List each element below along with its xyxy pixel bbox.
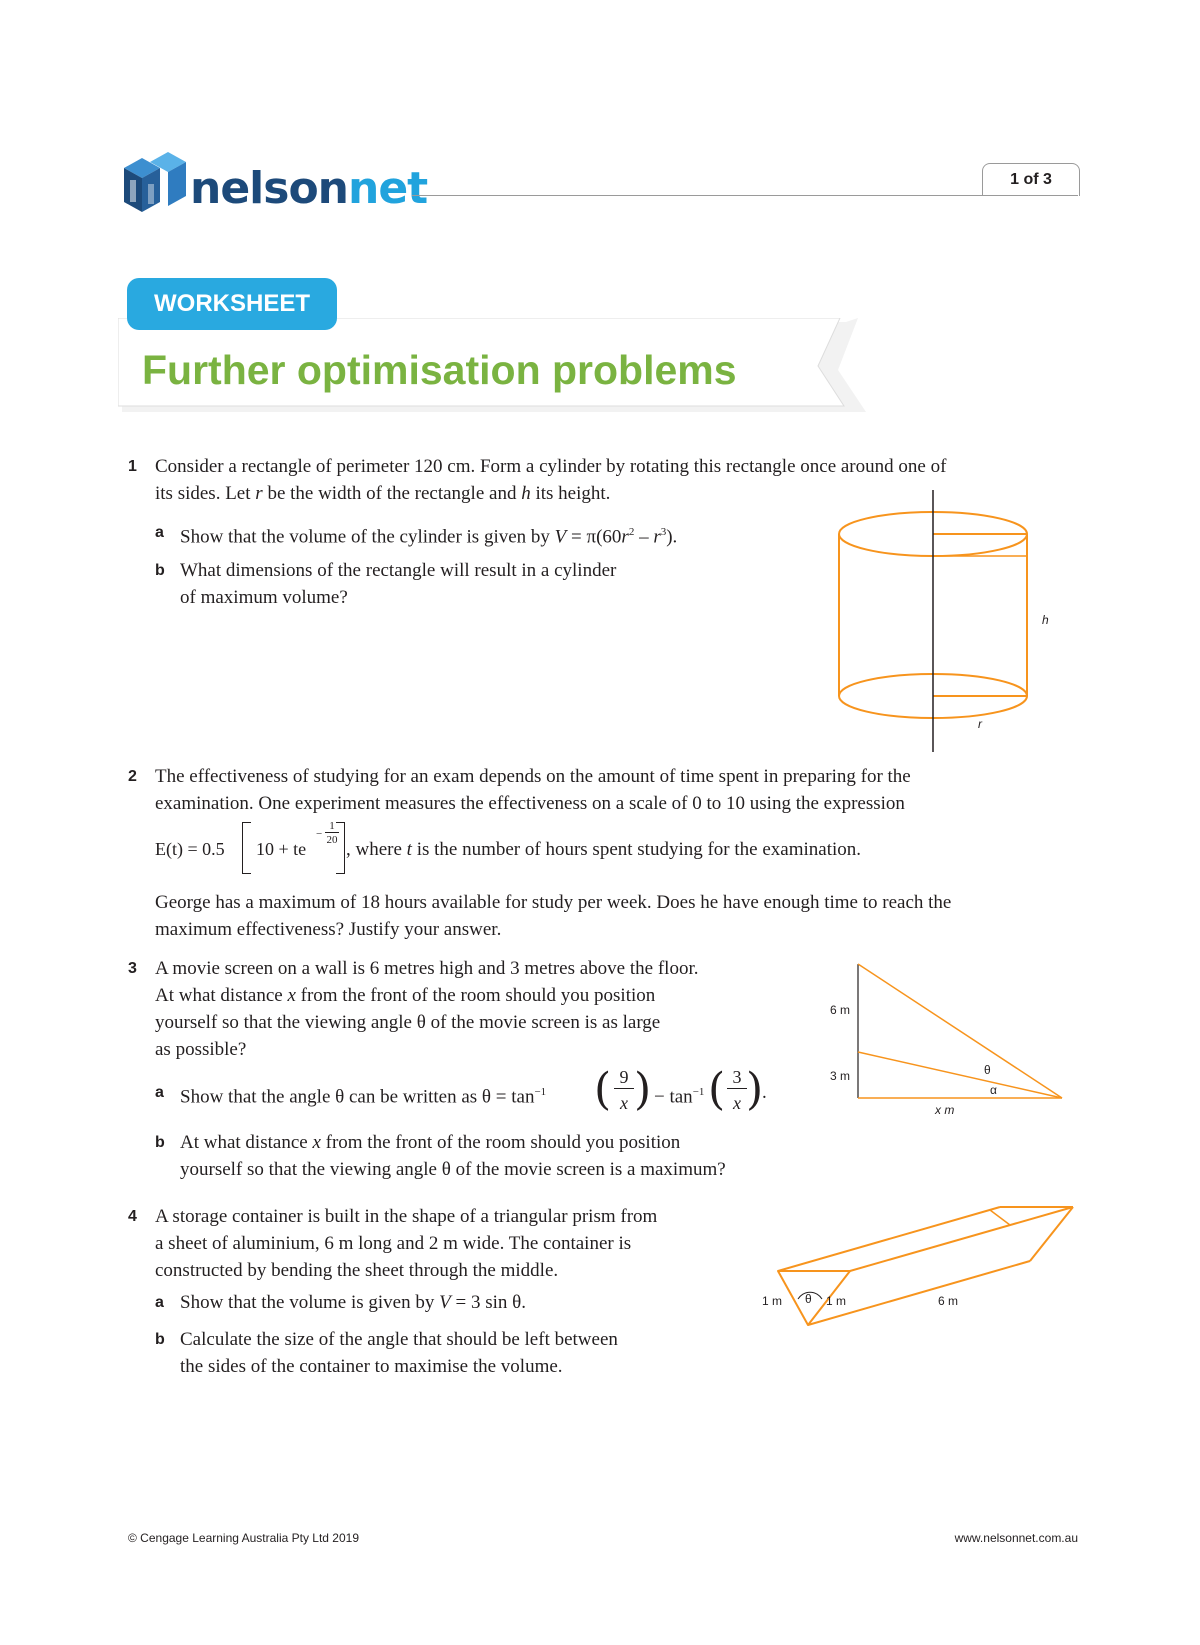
- q2-line1: The effectiveness of studying for an exam depends on the amount of time spent in preparing for the: [155, 766, 911, 787]
- q2-line3-pre: , where: [346, 839, 407, 860]
- q1-number: 1: [128, 458, 137, 475]
- q1a-sup1: 2: [628, 526, 635, 538]
- q3a-text: [180, 1079, 546, 1110]
- worksheet-badge: WORKSHEET: [127, 278, 337, 330]
- q2-number: 2: [128, 768, 137, 785]
- q1a-var-r1: r: [621, 526, 629, 548]
- prism-label-1m-right: 1 m: [826, 1294, 847, 1308]
- q2-line3: [346, 836, 861, 863]
- movie-label-xm: x m: [935, 1103, 955, 1117]
- q2-line2: examination. One experiment measures the effectiveness on a scale of 0 to 10 using the expression: [155, 793, 905, 814]
- q3-line2: [155, 982, 655, 1009]
- q1a-var-V: V: [554, 526, 567, 548]
- q2-formula-lhs: E(t) = 0.5: [155, 839, 225, 859]
- footer-url[interactable]: www.nelsonnet.com.au: [954, 1531, 1078, 1545]
- cylinder-label-r: r: [978, 717, 982, 731]
- q4-line1: A storage container is built in the shape of a triangular prism from: [155, 1206, 658, 1227]
- movie-screen-diagram: [820, 950, 1070, 1120]
- q3-var-x: x: [287, 985, 296, 1006]
- q1-line1: Consider a rectangle of perimeter 120 cm. Form a cylinder by rotating this rectangle once around one of: [155, 456, 947, 477]
- q3-line1: A movie screen on a wall is 6 metres high and 3 metres above the floor.: [155, 958, 699, 979]
- q3a-text-main: Show that the angle θ can be written as θ = tan: [180, 1086, 535, 1108]
- movie-label-theta: θ: [984, 1063, 991, 1077]
- q3b-var-x: x: [312, 1132, 321, 1153]
- q1a-eq: = π(60: [566, 526, 622, 548]
- q1-var-h: h: [521, 483, 531, 504]
- q3-line2-post: from the front of the room should you position: [295, 985, 656, 1006]
- q1a-text: [180, 519, 677, 550]
- q2-bracket-right: [336, 822, 345, 874]
- q3-number: 3: [128, 960, 137, 977]
- q4a-var-V: V: [439, 1292, 451, 1313]
- q1a-minus: –: [634, 526, 654, 548]
- footer-copyright: © Cengage Learning Australia Pty Ltd 2019: [128, 1531, 359, 1545]
- q2-exp-minus: −: [316, 828, 323, 840]
- logo-text-nelson: nelson: [190, 163, 348, 214]
- q4a-text-pre: Show that the volume is given by: [180, 1292, 440, 1313]
- page-indicator: 1 of 3: [982, 163, 1080, 196]
- q2-line5: maximum effectiveness? Justify your answer.: [155, 919, 502, 940]
- q1a-label: a: [155, 524, 164, 541]
- q2-formula-inner: 10 + te: [256, 839, 307, 859]
- q4a-label: a: [155, 1294, 164, 1311]
- q3b-line1-post: from the front of the room should you position: [320, 1132, 681, 1153]
- q2-bracket-left: [242, 822, 251, 874]
- q4-number: 4: [128, 1208, 137, 1225]
- q3a-paren1-close: ): [634, 1064, 652, 1115]
- q4-line3: constructed by bending the sheet through the middle.: [155, 1260, 559, 1281]
- q3a-frac2-den: x: [733, 1093, 741, 1113]
- q3b-line1-pre: At what distance: [180, 1132, 313, 1153]
- q4b-line1: Calculate the size of the angle that should be left between: [180, 1329, 618, 1350]
- q3-line4: as possible?: [155, 1039, 247, 1060]
- q3-line3: yourself so that the viewing angle θ of the movie screen is as large: [155, 1012, 661, 1033]
- header-rule: [412, 195, 1078, 196]
- q4b-label: b: [155, 1331, 165, 1348]
- q3a-sup2: −1: [692, 1086, 705, 1098]
- q2-exp-den: 20: [326, 834, 338, 846]
- prism-label-1m-left: 1 m: [762, 1294, 783, 1308]
- q3a-sup1: −1: [534, 1086, 547, 1098]
- logo-text-net: net: [348, 163, 428, 214]
- q3a-label: a: [155, 1084, 164, 1101]
- q4b-line2: the sides of the container to maximise the volume.: [180, 1356, 563, 1377]
- q1a-sup2: 3: [660, 526, 667, 538]
- prism-container-diagram: [760, 1195, 1080, 1345]
- q1b-label: b: [155, 562, 165, 579]
- q1-line2: [155, 480, 610, 507]
- prism-label-theta: θ: [805, 1292, 812, 1306]
- prism-label-6m: 6 m: [938, 1294, 959, 1308]
- q2-line3-post: is the number of hours spent studying for the examination.: [411, 839, 862, 860]
- logo-cube-icon: [120, 150, 192, 216]
- movie-label-alpha: α: [990, 1083, 997, 1097]
- q1a-text-main: Show that the volume of the cylinder is given by: [180, 526, 555, 548]
- cylinder-label-h: h: [1042, 613, 1049, 627]
- logo-wordmark: [190, 164, 427, 214]
- q4a-text: [180, 1289, 526, 1316]
- cylinder-diagram: [820, 490, 1060, 760]
- q3-line2-pre: At what distance: [155, 985, 288, 1006]
- q1a-end: ).: [666, 526, 678, 548]
- movie-label-3m: 3 m: [830, 1069, 851, 1083]
- q3b-line1: [180, 1129, 680, 1156]
- q3a-minus: − tan: [654, 1086, 693, 1108]
- q3a-end: .: [762, 1082, 767, 1103]
- q3b-label: b: [155, 1134, 165, 1151]
- q3a-frac1-den: x: [620, 1093, 628, 1113]
- q1b-line1: What dimensions of the rectangle will result in a cylinder: [180, 560, 617, 581]
- q2-var-t: t: [406, 839, 412, 860]
- q1-line2-post: its height.: [530, 483, 611, 504]
- q3a-frac2-num: 3: [727, 1066, 747, 1089]
- q4a-text-post: = 3 sin θ.: [450, 1292, 526, 1313]
- q3a-paren2-open: (: [708, 1064, 726, 1115]
- movie-label-6m: 6 m: [830, 1003, 851, 1017]
- q1-var-r: r: [255, 483, 263, 504]
- q3a-minus-tan: [654, 1079, 704, 1110]
- q4-line2: a sheet of aluminium, 6 m long and 2 m wide. The container is: [155, 1233, 632, 1254]
- q2-line4: George has a maximum of 18 hours available for study per week. Does he have enough time to reach the: [155, 892, 952, 913]
- page-title: Further optimisation problems: [142, 347, 737, 393]
- q1b-line2: of maximum volume?: [180, 587, 348, 608]
- q3a-frac1-num: 9: [614, 1066, 634, 1089]
- q3a-paren2-close: ): [746, 1064, 764, 1115]
- q3a-paren1-open: (: [594, 1064, 612, 1115]
- q3b-line2: yourself so that the viewing angle θ of the movie screen is a maximum?: [180, 1159, 726, 1180]
- q1-line2-mid: be the width of the rectangle and: [262, 483, 522, 504]
- q2-exp-num: 1: [325, 820, 339, 833]
- q1a-var-r2: r: [653, 526, 661, 548]
- q1-line2-pre: its sides. Let: [155, 483, 256, 504]
